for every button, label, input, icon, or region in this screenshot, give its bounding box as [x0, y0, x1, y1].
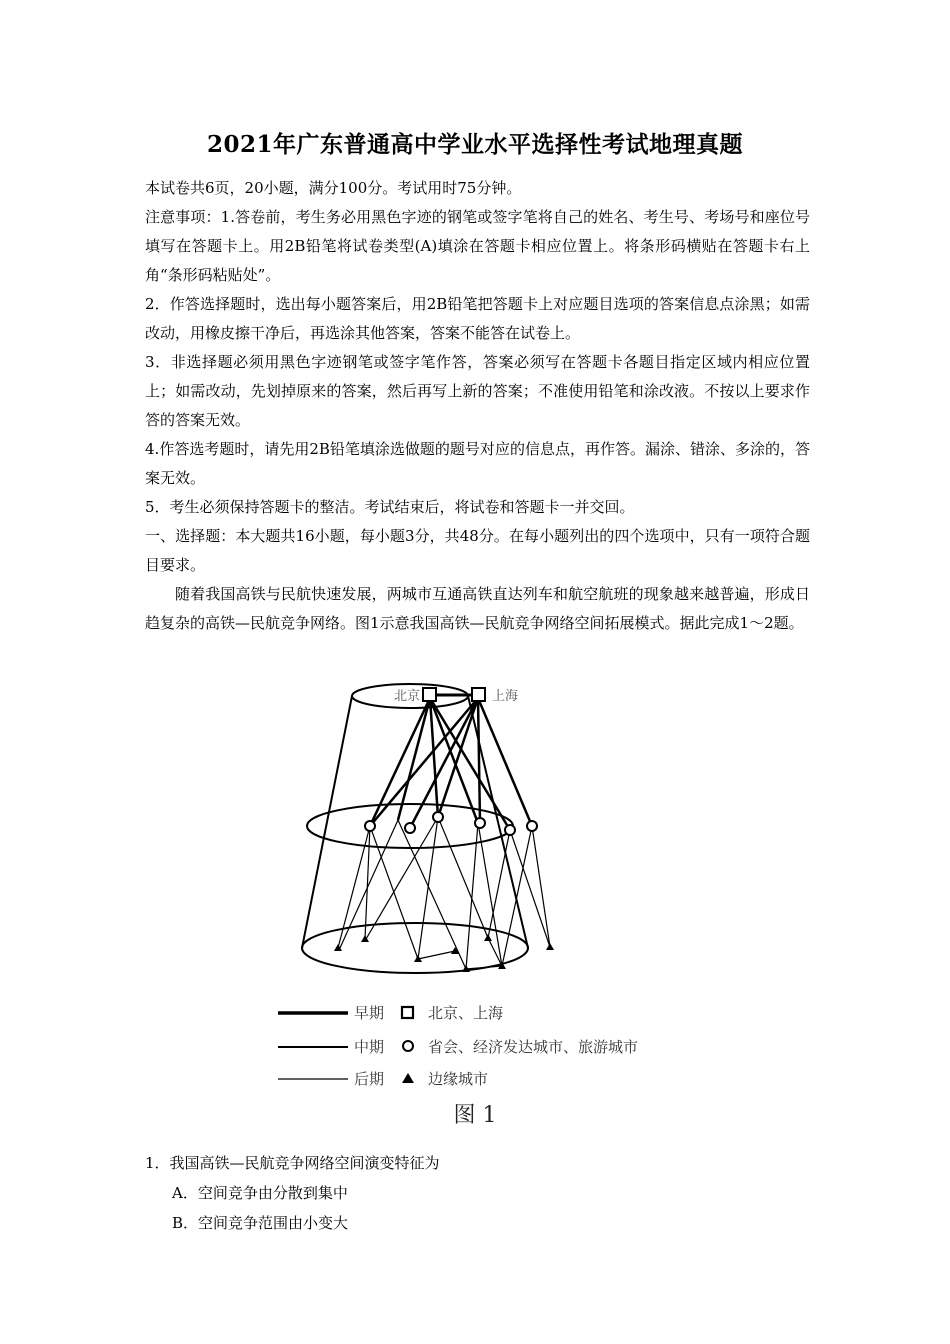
- notice-3: 3．非选择题必须用黑色字迹钢笔或签字笔作答，答案必须写在答题卡各题目指定区域内相应位置上；如需改动，先划掉原来的答案，然后再写上新的答案；不准使用铅笔和涂改液。不按以上要求作答的答案无效。: [145, 353, 810, 429]
- shanghai-node: [472, 688, 485, 701]
- page-title: 2021年广东普通高中学业水平选择性考试地理真题: [206, 131, 743, 158]
- legend-triangle-icon: [402, 1073, 414, 1083]
- notice-1: 注意事项：1.答卷前，考生务必用黑色字迹的钢笔或签字笔将自己的姓名、考生号、考场号和座位号填写在答题卡上。用2B铅笔将试卷类型(A)填涂在答题卡相应位置上。将条形码横贴在答题卡右上角“条形码粘贴处”。: [145, 208, 810, 284]
- question-stem: 1．我国高铁—民航竞争网络空间演变特征为: [145, 1154, 440, 1172]
- notice-2: 2．作答选择题时，选出每小题答案后，用2B铅笔把答题卡上对应题目选项的答案信息点涂黑；如需改动，用橡皮擦干净后，再选涂其他答案，答案不能答在试卷上。: [145, 295, 810, 342]
- mid-node: [527, 821, 537, 831]
- legend-circle-icon: [403, 1041, 413, 1051]
- shanghai-label: 上海: [492, 689, 519, 704]
- late-links: [338, 817, 550, 969]
- mid-node: [475, 818, 485, 828]
- network-diagram: [270, 676, 690, 1136]
- question-intro: 随着我国高铁与民航快速发展，两城市互通高铁直达列车和航空航班的现象越来越普遍，形成日趋复杂的高铁—民航竞争网络。图1示意我国高铁—民航竞争网络空间拓展模式。据此完成1～2题。: [145, 585, 810, 632]
- instructions: [145, 174, 810, 638]
- beijing-label: 北京: [394, 689, 421, 704]
- notice-4: 4.作答选考题时，请先用2B铅笔填涂选做题的题号对应的信息点，再作答。漏涂、错涂、多涂的，答案无效。: [145, 440, 810, 487]
- option-b: B．空间竞争范围由小变大: [172, 1214, 349, 1232]
- legend: [278, 1004, 638, 1088]
- figure-1: [270, 676, 690, 1136]
- legend-square-icon: [402, 1007, 413, 1018]
- option-a: A．空间竞争由分散到集中: [172, 1184, 348, 1202]
- question-1: [145, 1148, 810, 1238]
- mid-node: [405, 823, 415, 833]
- notice-5: 5．考生必须保持答题卡的整洁。考试结束后，将试卷和答题卡一并交回。: [145, 498, 635, 516]
- legend-late-text: 边缘城市: [428, 1070, 489, 1088]
- figure-caption: 图 1: [453, 1103, 497, 1128]
- edge-node: [546, 943, 554, 950]
- legend-early-text: 北京、上海: [428, 1004, 504, 1022]
- legend-early-label: 早期: [354, 1004, 385, 1022]
- section-heading: 一、选择题：本大题共16小题，每小题3分，共48分。在每小题列出的四个选项中，只有一项符合题目要求。: [145, 527, 810, 574]
- legend-late-label: 后期: [354, 1070, 385, 1088]
- paper-info: 本试卷共6页，20小题，满分100分。考试用时75分钟。: [145, 179, 522, 197]
- legend-mid-label: 中期: [354, 1038, 385, 1056]
- beijing-node: [423, 688, 436, 701]
- mid-node: [505, 825, 515, 835]
- edge-node: [484, 934, 492, 941]
- mid-links: [370, 698, 532, 830]
- legend-mid-text: 省会、经济发达城市、旅游城市: [428, 1038, 639, 1056]
- mid-node: [433, 812, 443, 822]
- mid-node: [365, 821, 375, 831]
- mid-nodes: [365, 812, 537, 835]
